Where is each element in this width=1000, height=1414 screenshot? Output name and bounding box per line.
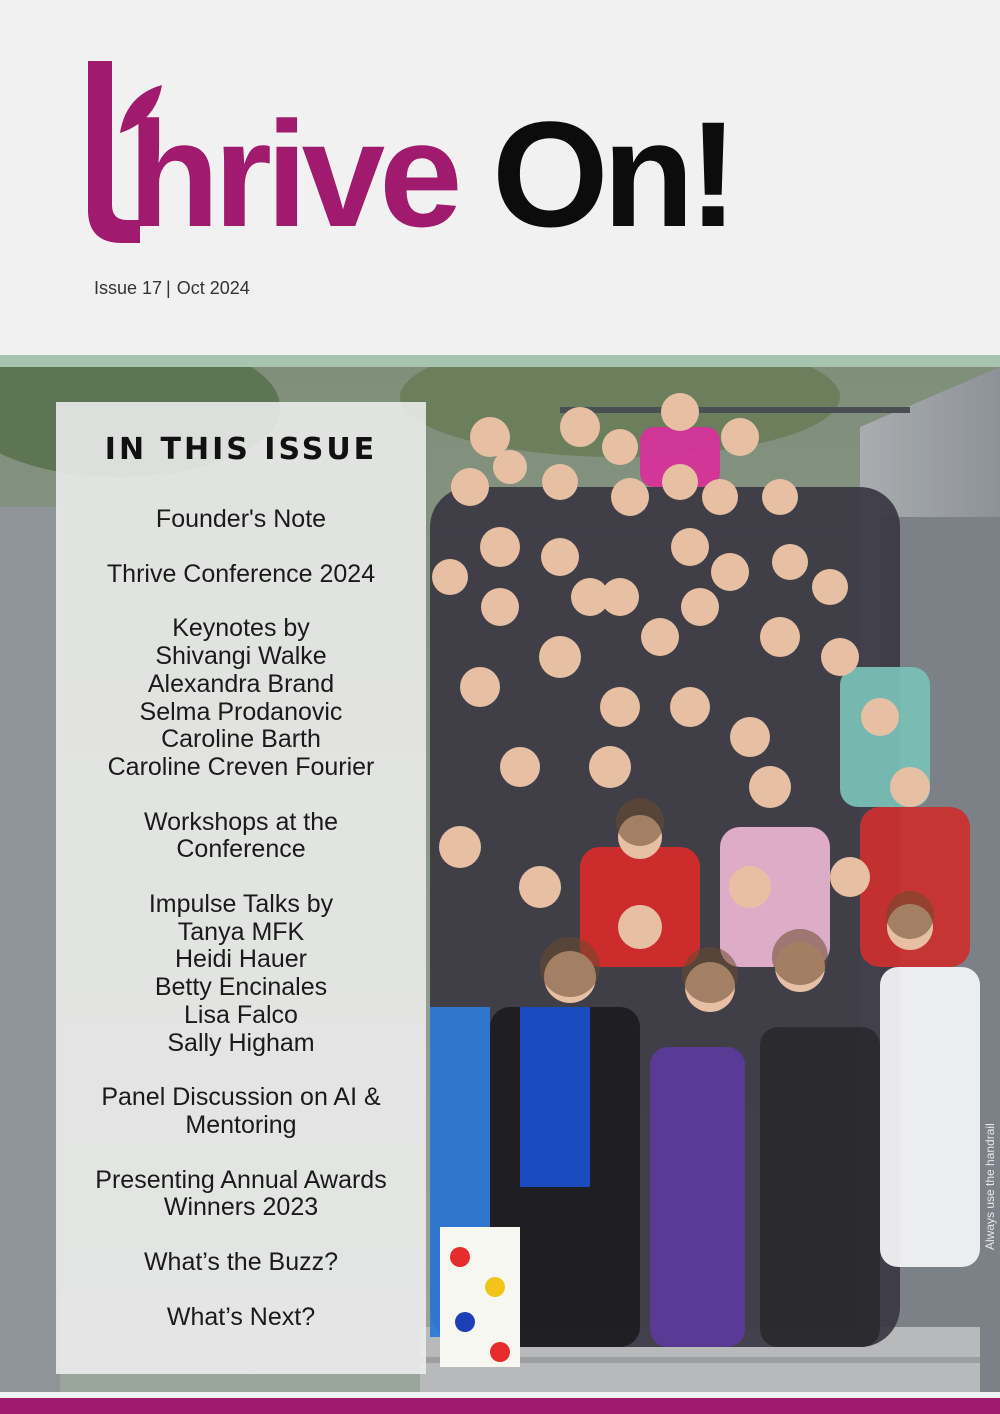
- issue-line: [94, 278, 250, 299]
- toc-item-subline: Mentoring: [185, 1110, 297, 1139]
- toc-item-line: Thrive Conference 2024: [106, 559, 376, 588]
- toc-item-subline: Sally Higham: [167, 1028, 315, 1057]
- issue-separator: |: [166, 278, 171, 298]
- table-of-contents: [56, 506, 426, 1358]
- toc-item-subline: Caroline Barth: [161, 725, 321, 754]
- logo-word-on: On!: [492, 90, 733, 258]
- toc-item-line: Founder's Note: [155, 505, 327, 533]
- toc-item-line: Panel Discussion on AI &: [101, 1083, 381, 1112]
- issue-date: Oct 2024: [176, 278, 250, 298]
- toc-item-line: Impulse Talks by: [148, 890, 334, 919]
- toc-item: [56, 1084, 426, 1139]
- panel-heading: IN THIS ISSUE: [104, 432, 378, 467]
- in-this-issue-panel: [56, 402, 426, 1374]
- toc-item: [56, 1249, 426, 1277]
- toc-item-line: Workshops at the: [143, 807, 339, 836]
- toc-item-subline: Tanya MFK: [177, 917, 305, 946]
- toc-item-subline: Lisa Falco: [184, 1000, 298, 1029]
- toc-item-subline: Alexandra Brand: [147, 669, 335, 698]
- toc-item-subline: Winners 2023: [163, 1193, 319, 1222]
- handrail-sign: Always use the handrail: [983, 1123, 997, 1250]
- toc-item-subline: Heidi Hauer: [174, 945, 307, 974]
- masthead: [0, 0, 1000, 355]
- toc-item-subline: Betty Encinales: [154, 973, 328, 1002]
- toc-item: [56, 561, 426, 589]
- toc-item: [56, 1167, 426, 1222]
- toc-item-subline: Selma Prodanovic: [139, 697, 343, 726]
- toc-item-subline: Conference: [176, 835, 306, 864]
- toc-item: [56, 506, 426, 534]
- magenta-footer-band: [0, 1398, 1000, 1414]
- toc-item: [56, 1304, 426, 1332]
- toc-item-line: What’s Next?: [166, 1302, 316, 1331]
- toc-item-line: Keynotes by: [172, 614, 310, 643]
- toc-item: [56, 615, 426, 781]
- thrive-on-logo: [82, 55, 742, 258]
- toc-item-line: What’s the Buzz?: [143, 1248, 339, 1277]
- toc-item-subline: Caroline Creven Fourier: [107, 752, 375, 781]
- logo-word-thrive: hrive: [128, 90, 457, 258]
- green-divider-band: [0, 355, 1000, 367]
- issue-number: Issue 17: [94, 278, 163, 298]
- toc-item-line: Presenting Annual Awards: [95, 1165, 387, 1194]
- toc-item: [56, 809, 426, 864]
- toc-item-subline: Shivangi Walke: [155, 642, 327, 671]
- toc-item: [56, 891, 426, 1057]
